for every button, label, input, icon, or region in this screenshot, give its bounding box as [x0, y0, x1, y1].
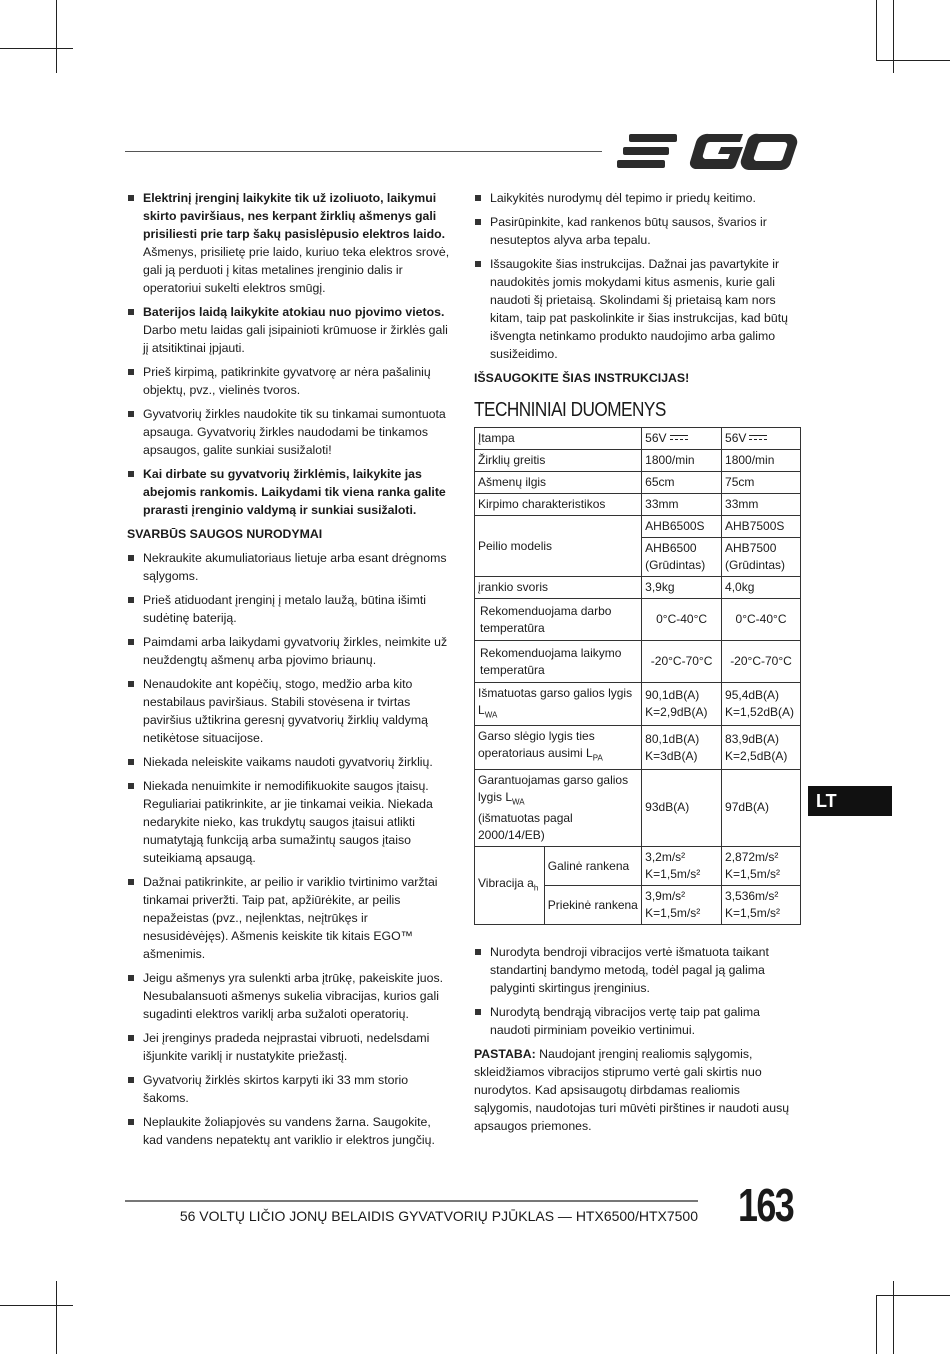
list-item: Nenaudokite ant kopėčių, stogo, medžio arba kito nestabilaus paviršiaus. Stabili stovėsena ir tvirtas paviršius užtikrina geresnį gyvatvorių žirklių valdymą netikėtose situacijose.	[127, 675, 453, 747]
ego-logo	[617, 130, 799, 172]
list-item: Niekada nenuimkite ir nemodifikuokite saugos įtaisų. Reguliariai patikrinkite, ar jie tinkamai veikia. Niekada nedarykite nieko, kas trukdytų saugos įtaisui atlikti numatytąją funkciją arba sumažintų saugos įtaiso suteikiamą apsaugą.	[127, 777, 453, 867]
dc-current-icon	[670, 435, 688, 442]
table-row	[475, 847, 801, 886]
table-row	[475, 683, 801, 726]
table-row	[475, 726, 801, 769]
cell: 1800/min	[722, 450, 801, 472]
crop-mark	[893, 1281, 894, 1354]
note-paragraph: PASTABA: Naudojant įrenginį realiomis sąlygomis, skleidžiamos vibracijos stiprumo vertė gali skirtis nuo nurodytos. Kad apsisaugotų dirbdamas realiomis sąlygomis, naudotojas turi mūvėti pirštines ir naudoti ausų apsaugos priemones.	[474, 1047, 790, 1134]
list-item: Jei įrenginys pradeda neįprastai vibruoti, nedelsdami išjunkite variklį ir nustatykite priežastį.	[127, 1029, 453, 1065]
crop-mark	[0, 1305, 73, 1306]
table-row	[475, 472, 801, 494]
vibration-notes	[474, 943, 796, 1039]
cell: 90,1dB(A) K=2,9dB(A)	[642, 683, 722, 726]
row-label: Rekomenduojama laikymo temperatūra	[475, 641, 642, 683]
cell: -20°C-70°C	[642, 641, 722, 683]
cell: 0°C-40°C	[642, 599, 722, 641]
cell: 3,9m/s² K=1,5m/s²	[642, 886, 722, 925]
cell: 56V	[642, 428, 722, 450]
safety-list	[127, 189, 453, 519]
cell: 0°C-40°C	[722, 599, 801, 641]
list-item: Nurodytą bendrąją vibracijos vertę taip pat galima naudoti pirminiam poveikio vertinimui.	[474, 1003, 796, 1039]
list-item: Kai dirbate su gyvatvorių žirklėmis, laikykite jas abejomis rankomis. Laikydami tik viena ranka galite prarasti įrenginio valdymą ir sunkiai susižaloti.	[127, 465, 453, 519]
row-sublabel: Priekinė rankena	[544, 886, 641, 925]
cell: 75cm	[722, 472, 801, 494]
right-column	[474, 189, 796, 1135]
language-tab: LT	[808, 786, 892, 816]
list-item: Laikykitės nurodymų dėl tepimo ir priedų keitimo.	[474, 189, 796, 207]
technical-data-table	[474, 427, 801, 925]
list-item: Dažnai patikrinkite, ar peilio ir variklio tvirtinimo varžtai tinkamai priveržti. Taip pat, apžiūrėkite, ar peilis nepažeistas (pvz., neįlenktas, neįtrūkęs ir nesusidėvėjęs). Ašmenis keiskite tik kitais EGO™ ašmenimis.	[127, 873, 453, 963]
row-label: įrankio svoris	[475, 577, 642, 599]
cell: 95,4dB(A) K=1,52dB(A)	[722, 683, 801, 726]
cell: 56V	[722, 428, 801, 450]
left-column	[127, 189, 453, 1155]
table-row	[475, 494, 801, 516]
list-item: Prieš kirpimą, patikrinkite gyvatvorę ar nėra pašalinių objektų, pvz., vielinės tvoros.	[127, 363, 453, 399]
table-row	[475, 641, 801, 683]
row-label: Rekomenduojama darbo temperatūra	[475, 599, 642, 641]
cell: 33mm	[642, 494, 722, 516]
table-row	[475, 577, 801, 599]
crop-mark	[876, 60, 950, 61]
table-row	[475, 599, 801, 641]
row-label: Vibracija $a_h$	[475, 847, 545, 925]
row-label: Žirklių greitis	[475, 450, 642, 472]
table-row	[475, 769, 801, 846]
table-row	[475, 428, 801, 450]
header-rule	[125, 151, 602, 152]
crop-mark	[0, 48, 73, 49]
safety-list	[127, 549, 453, 1149]
list-item: Gyvatvorių žirklės skirtos karpyti iki 33 mm storio šakoms.	[127, 1071, 453, 1107]
crop-mark	[876, 1295, 877, 1354]
cell: 83,9dB(A) K=2,5dB(A)	[722, 726, 801, 769]
cell: 3,536m/s² K=1,5m/s²	[722, 886, 801, 925]
crop-mark	[56, 1281, 57, 1354]
cell: 1800/min	[642, 450, 722, 472]
footer-title: 56 VOLTŲ LIČIO JONŲ BELAIDIS GYVATVORIŲ PJŪKLAS — HTX6500/HTX7500	[179, 1208, 698, 1224]
list-item: Gyvatvorių žirkles naudokite tik su tinkamai sumontuota apsauga. Gyvatvorių žirkles naudodami be tinkamos apsaugos, galite sunkiai susižaloti!	[127, 405, 453, 459]
dc-current-icon	[749, 435, 767, 442]
list-item: Išsaugokite šias instrukcijas. Dažnai jas pavartykite ir naudokitės jomis mokydami kitus asmenis, kurie gali naudoti šį prietaisą. Skolindami šį prietaisą kam nors kitam, taip pat paskolinkite ir šias instrukcijas, kad būtų išvengta netinkamo produkto naudojimo arba galimo susižeidimo.	[474, 255, 796, 363]
cell: 97dB(A)	[722, 769, 801, 846]
crop-mark	[56, 0, 57, 73]
cell: -20°C-70°C	[722, 641, 801, 683]
cell: AHB7500 (Grūdintas)	[722, 538, 801, 577]
crop-mark	[893, 0, 894, 73]
save-instructions: IŠSAUGOKITE ŠIAS INSTRUKCIJAS!	[474, 371, 690, 385]
cell: 3,2m/s² K=1,5m/s²	[642, 847, 722, 886]
footer-rule	[125, 1200, 698, 1202]
row-label: Išmatuotas garso galios lygis $L_{WA}$	[475, 683, 642, 726]
list-item: Neplaukite žoliapjovės su vandens žarna. Saugokite, kad vandens nepatektų ant variklio ir elektros jungčių.	[127, 1113, 453, 1149]
cell: AHB6500S	[642, 516, 722, 538]
list-item: Pasirūpinkite, kad rankenos būtų sausos, švarios ir nesuteptos alyva arba tepalu.	[474, 213, 796, 249]
list-item: Elektrinį įrenginį laikykite tik už izoliuoto, laikymui skirto paviršiaus, nes kerpant žirklių ašmenys gali prisiliesti prie tarp šakų pasislėpusio elektros laido. Ašmenys, prisilietę prie laido, kuriuo teka elektros srovė, gali ją perduoti į kitas metalines įrenginio dalis ir operatoriui sukelti elektros smūgį.	[127, 189, 453, 297]
cell: 80,1dB(A) K=3dB(A)	[642, 726, 722, 769]
subheading: SVARBŪS SAUGOS NURODYMAI	[127, 527, 323, 541]
row-label: Kirpimo charakteristikos	[475, 494, 642, 516]
crop-mark	[876, 0, 877, 60]
list-item: Jeigu ašmenys yra sulenkti arba įtrūkę, pakeiskite juos. Nesubalansuoti ašmenys sukelia vibracijas, kurios gali sugadinti elektros variklį arba sužaloti operatorių.	[127, 969, 453, 1023]
list-item: Nurodyta bendroji vibracijos vertė išmatuota taikant standartinį bandymo metodą, todėl pagal ją galima palyginti skirtingus įrenginius.	[474, 943, 796, 997]
row-label: Garso slėgio lygis ties operatoriaus ausimi $L_{PA}$	[475, 726, 642, 769]
cell: 65cm	[642, 472, 722, 494]
list-item: Nekraukite akumuliatoriaus lietuje arba esant drėgnoms sąlygoms.	[127, 549, 453, 585]
list-item: Paimdami arba laikydami gyvatvorių žirkles, neimkite už neuždengtų ašmenų arba pjovimo briaunų.	[127, 633, 453, 669]
cell: AHB7500S	[722, 516, 801, 538]
list-item: Baterijos laidą laikykite atokiau nuo pjovimo vietos. Darbo metu laidas gali įsipainioti krūmuose ir žirklės gali jį atsitiktinai įpjauti.	[127, 303, 453, 357]
page-number: 163	[738, 1179, 794, 1231]
row-label: Peilio modelis	[475, 516, 642, 577]
list-item: Prieš atiduodant įrenginį į metalo laužą, būtina išimti sudėtinę bateriją.	[127, 591, 453, 627]
cell: 4,0kg	[722, 577, 801, 599]
section-title: TECHNINIAI DUOMENYS	[474, 399, 666, 421]
table-row	[475, 450, 801, 472]
cell: 93dB(A)	[642, 769, 722, 846]
instruction-list	[474, 189, 796, 363]
list-item: Niekada neleiskite vaikams naudoti gyvatvorių žirklių.	[127, 753, 453, 771]
cell: 2,872m/s² K=1,5m/s²	[722, 847, 801, 886]
crop-mark	[876, 1295, 950, 1296]
table-row	[475, 516, 801, 538]
row-label: Garantuojamas garso galios lygis $L_{WA}$ (išmatuotas pagal 2000/14/EB)	[475, 769, 642, 846]
cell: AHB6500 (Grūdintas)	[642, 538, 722, 577]
row-label: Ašmenų ilgis	[475, 472, 642, 494]
row-label: Įtampa	[475, 428, 642, 450]
cell: 33mm	[722, 494, 801, 516]
row-sublabel: Galinė rankena	[544, 847, 641, 886]
cell: 3,9kg	[642, 577, 722, 599]
